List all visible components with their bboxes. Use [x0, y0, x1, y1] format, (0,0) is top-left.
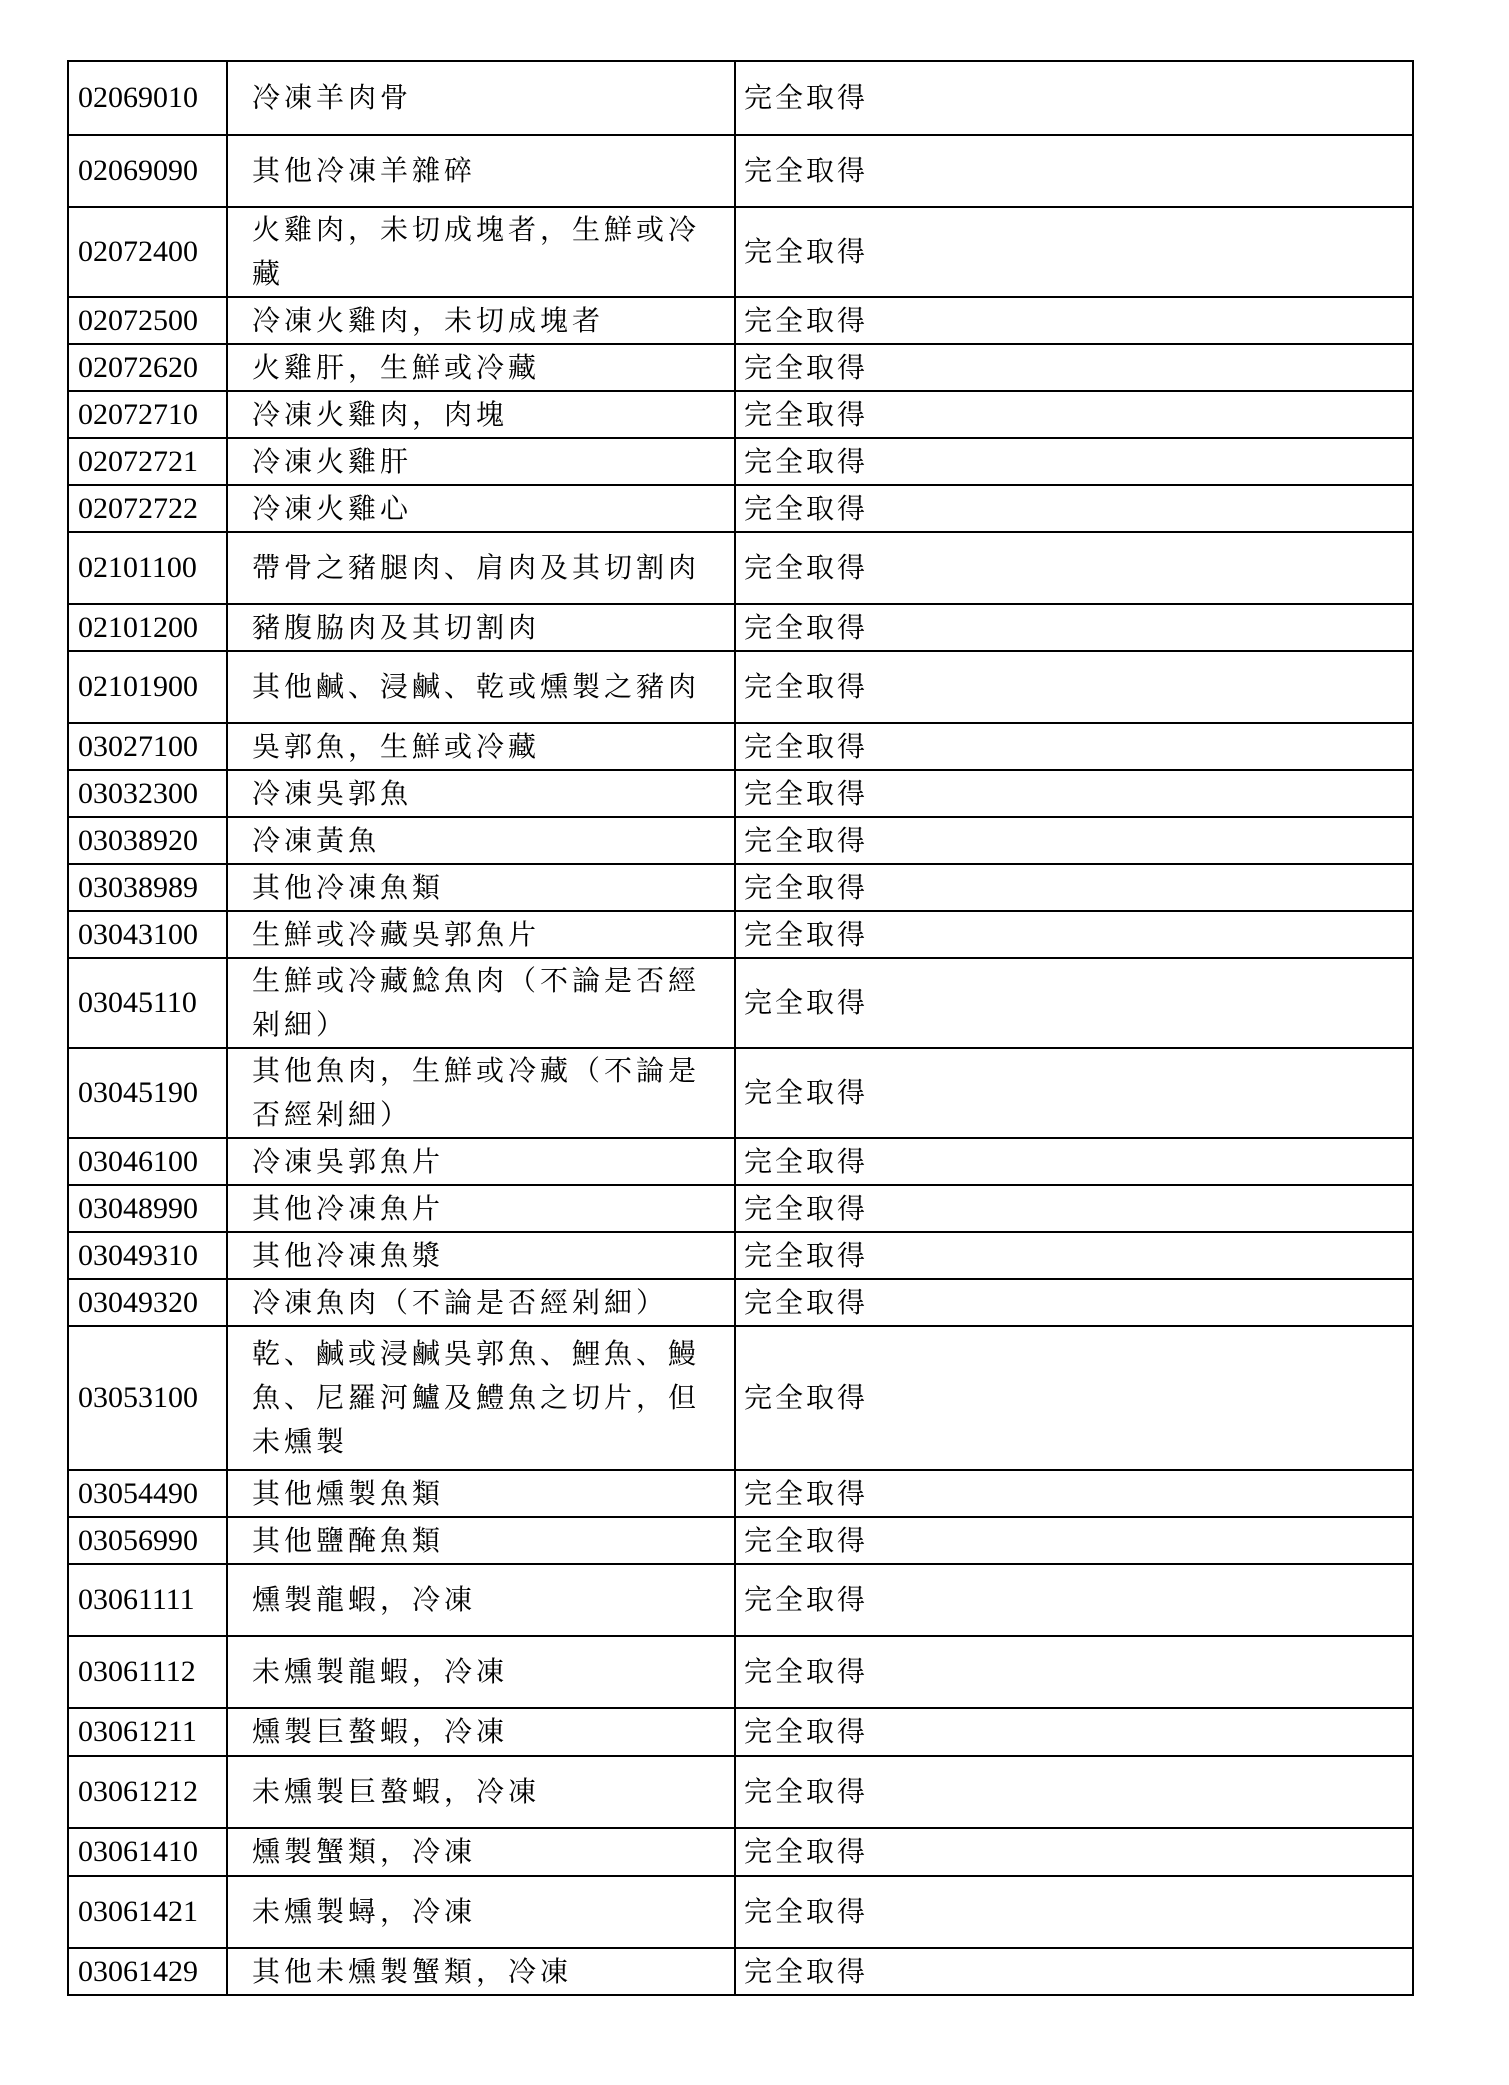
status-cell: 完全取得: [735, 1564, 1413, 1636]
description-cell: 其他魚肉，生鮮或冷藏（不論是否經剁細）: [227, 1048, 735, 1138]
tariff-code-cell: 02072620: [68, 344, 227, 391]
tariff-code-cell: 03061111: [68, 1564, 227, 1636]
table-row: [68, 1948, 1413, 1995]
status-cell: 完全取得: [735, 207, 1413, 297]
status-cell: 完全取得: [735, 1708, 1413, 1756]
table-row: [68, 770, 1413, 817]
status-cell: 完全取得: [735, 485, 1413, 532]
description-cell: 吳郭魚，生鮮或冷藏: [227, 723, 735, 770]
description-cell: 其他冷凍魚片: [227, 1185, 735, 1232]
description-cell: 其他冷凍魚類: [227, 864, 735, 911]
description-cell: 其他冷凍羊雜碎: [227, 135, 735, 207]
description-cell: 冷凍羊肉骨: [227, 61, 735, 135]
tariff-code-cell: 02072721: [68, 438, 227, 485]
description-cell: 未燻製巨螯蝦，冷凍: [227, 1756, 735, 1828]
status-cell: 完全取得: [735, 1828, 1413, 1876]
description-cell: 燻製巨螯蝦，冷凍: [227, 1708, 735, 1756]
tariff-code-cell: 03027100: [68, 723, 227, 770]
status-cell: 完全取得: [735, 1470, 1413, 1517]
status-cell: 完全取得: [735, 344, 1413, 391]
table-row: [68, 135, 1413, 207]
table-row: [68, 958, 1413, 1048]
description-cell: 帶骨之豬腿肉、肩肉及其切割肉: [227, 532, 735, 604]
description-cell: 冷凍火雞肉，肉塊: [227, 391, 735, 438]
table-row: [68, 817, 1413, 864]
table-row: [68, 532, 1413, 604]
tariff-code-cell: 02072722: [68, 485, 227, 532]
tariff-code-cell: 03056990: [68, 1517, 227, 1564]
tariff-code-cell: 03061212: [68, 1756, 227, 1828]
status-cell: 完全取得: [735, 1636, 1413, 1708]
table-row: [68, 1708, 1413, 1756]
tariff-code-cell: 02101100: [68, 532, 227, 604]
table-row: [68, 1470, 1413, 1517]
table-row: [68, 297, 1413, 344]
table-row: [68, 438, 1413, 485]
tariff-code-cell: 02101200: [68, 604, 227, 651]
tariff-code-cell: 02069090: [68, 135, 227, 207]
status-cell: 完全取得: [735, 297, 1413, 344]
status-cell: 完全取得: [735, 1232, 1413, 1279]
product-origin-table: [67, 60, 1414, 1996]
tariff-code-cell: 02069010: [68, 61, 227, 135]
table-row: [68, 485, 1413, 532]
tariff-code-cell: 03061421: [68, 1876, 227, 1948]
status-cell: 完全取得: [735, 1948, 1413, 1995]
status-cell: 完全取得: [735, 1517, 1413, 1564]
tariff-code-cell: 03061112: [68, 1636, 227, 1708]
status-cell: 完全取得: [735, 1138, 1413, 1185]
status-cell: 完全取得: [735, 604, 1413, 651]
tariff-code-cell: 02072710: [68, 391, 227, 438]
description-cell: 其他冷凍魚漿: [227, 1232, 735, 1279]
description-cell: 冷凍吳郭魚: [227, 770, 735, 817]
status-cell: 完全取得: [735, 1279, 1413, 1326]
description-cell: 燻製龍蝦，冷凍: [227, 1564, 735, 1636]
status-cell: 完全取得: [735, 438, 1413, 485]
status-cell: 完全取得: [735, 391, 1413, 438]
tariff-code-cell: 03038989: [68, 864, 227, 911]
description-cell: 其他未燻製蟹類，冷凍: [227, 1948, 735, 1995]
status-cell: 完全取得: [735, 1756, 1413, 1828]
tariff-code-cell: 03054490: [68, 1470, 227, 1517]
description-cell: 未燻製蟳，冷凍: [227, 1876, 735, 1948]
tariff-code-cell: 03045190: [68, 1048, 227, 1138]
status-cell: 完全取得: [735, 864, 1413, 911]
table-row: [68, 1636, 1413, 1708]
tariff-code-cell: 03048990: [68, 1185, 227, 1232]
table-row: [68, 61, 1413, 135]
tariff-code-cell: 03061429: [68, 1948, 227, 1995]
table-row: [68, 1138, 1413, 1185]
status-cell: 完全取得: [735, 1326, 1413, 1470]
description-cell: 其他燻製魚類: [227, 1470, 735, 1517]
table-row: [68, 1185, 1413, 1232]
tariff-code-cell: 03043100: [68, 911, 227, 958]
status-cell: 完全取得: [735, 61, 1413, 135]
table-row: [68, 344, 1413, 391]
status-cell: 完全取得: [735, 911, 1413, 958]
description-cell: 乾、鹹或浸鹹吳郭魚、鯉魚、鰻魚、尼羅河鱸及鱧魚之切片，但未燻製: [227, 1326, 735, 1470]
table-row: [68, 207, 1413, 297]
description-cell: 其他鹹、浸鹹、乾或燻製之豬肉: [227, 651, 735, 723]
status-cell: 完全取得: [735, 770, 1413, 817]
description-cell: 冷凍火雞肝: [227, 438, 735, 485]
status-cell: 完全取得: [735, 532, 1413, 604]
description-cell: 冷凍火雞肉，未切成塊者: [227, 297, 735, 344]
table-row: [68, 723, 1413, 770]
status-cell: 完全取得: [735, 817, 1413, 864]
status-cell: 完全取得: [735, 1048, 1413, 1138]
tariff-code-cell: 03061211: [68, 1708, 227, 1756]
description-cell: 生鮮或冷藏鯰魚肉（不論是否經剁細）: [227, 958, 735, 1048]
tariff-code-cell: 03038920: [68, 817, 227, 864]
description-cell: 未燻製龍蝦，冷凍: [227, 1636, 735, 1708]
tariff-code-cell: 03053100: [68, 1326, 227, 1470]
tariff-code-cell: 02072400: [68, 207, 227, 297]
table-row: [68, 911, 1413, 958]
description-cell: 冷凍吳郭魚片: [227, 1138, 735, 1185]
table-row: [68, 604, 1413, 651]
tariff-code-cell: 03046100: [68, 1138, 227, 1185]
tariff-code-cell: 03061410: [68, 1828, 227, 1876]
tariff-code-cell: 02101900: [68, 651, 227, 723]
tariff-code-cell: 02072500: [68, 297, 227, 344]
table-row: [68, 1876, 1413, 1948]
status-cell: 完全取得: [735, 135, 1413, 207]
table-row: [68, 864, 1413, 911]
tariff-code-cell: 03045110: [68, 958, 227, 1048]
tariff-code-cell: 03049310: [68, 1232, 227, 1279]
table-row: [68, 1232, 1413, 1279]
table-row: [68, 1756, 1413, 1828]
status-cell: 完全取得: [735, 723, 1413, 770]
table-row: [68, 1279, 1413, 1326]
status-cell: 完全取得: [735, 1185, 1413, 1232]
table-row: [68, 1828, 1413, 1876]
description-cell: 其他鹽醃魚類: [227, 1517, 735, 1564]
description-cell: 火雞肝，生鮮或冷藏: [227, 344, 735, 391]
table-row: [68, 651, 1413, 723]
status-cell: 完全取得: [735, 651, 1413, 723]
description-cell: 冷凍火雞心: [227, 485, 735, 532]
description-cell: 冷凍黃魚: [227, 817, 735, 864]
table-row: [68, 1564, 1413, 1636]
tariff-code-cell: 03049320: [68, 1279, 227, 1326]
description-cell: 豬腹脇肉及其切割肉: [227, 604, 735, 651]
status-cell: 完全取得: [735, 1876, 1413, 1948]
status-cell: 完全取得: [735, 958, 1413, 1048]
table-row: [68, 1326, 1413, 1470]
tariff-code-cell: 03032300: [68, 770, 227, 817]
description-cell: 火雞肉，未切成塊者，生鮮或冷藏: [227, 207, 735, 297]
table-row: [68, 1517, 1413, 1564]
table-row: [68, 1048, 1413, 1138]
description-cell: 燻製蟹類，冷凍: [227, 1828, 735, 1876]
table-row: [68, 391, 1413, 438]
description-cell: 生鮮或冷藏吳郭魚片: [227, 911, 735, 958]
description-cell: 冷凍魚肉（不論是否經剁細）: [227, 1279, 735, 1326]
